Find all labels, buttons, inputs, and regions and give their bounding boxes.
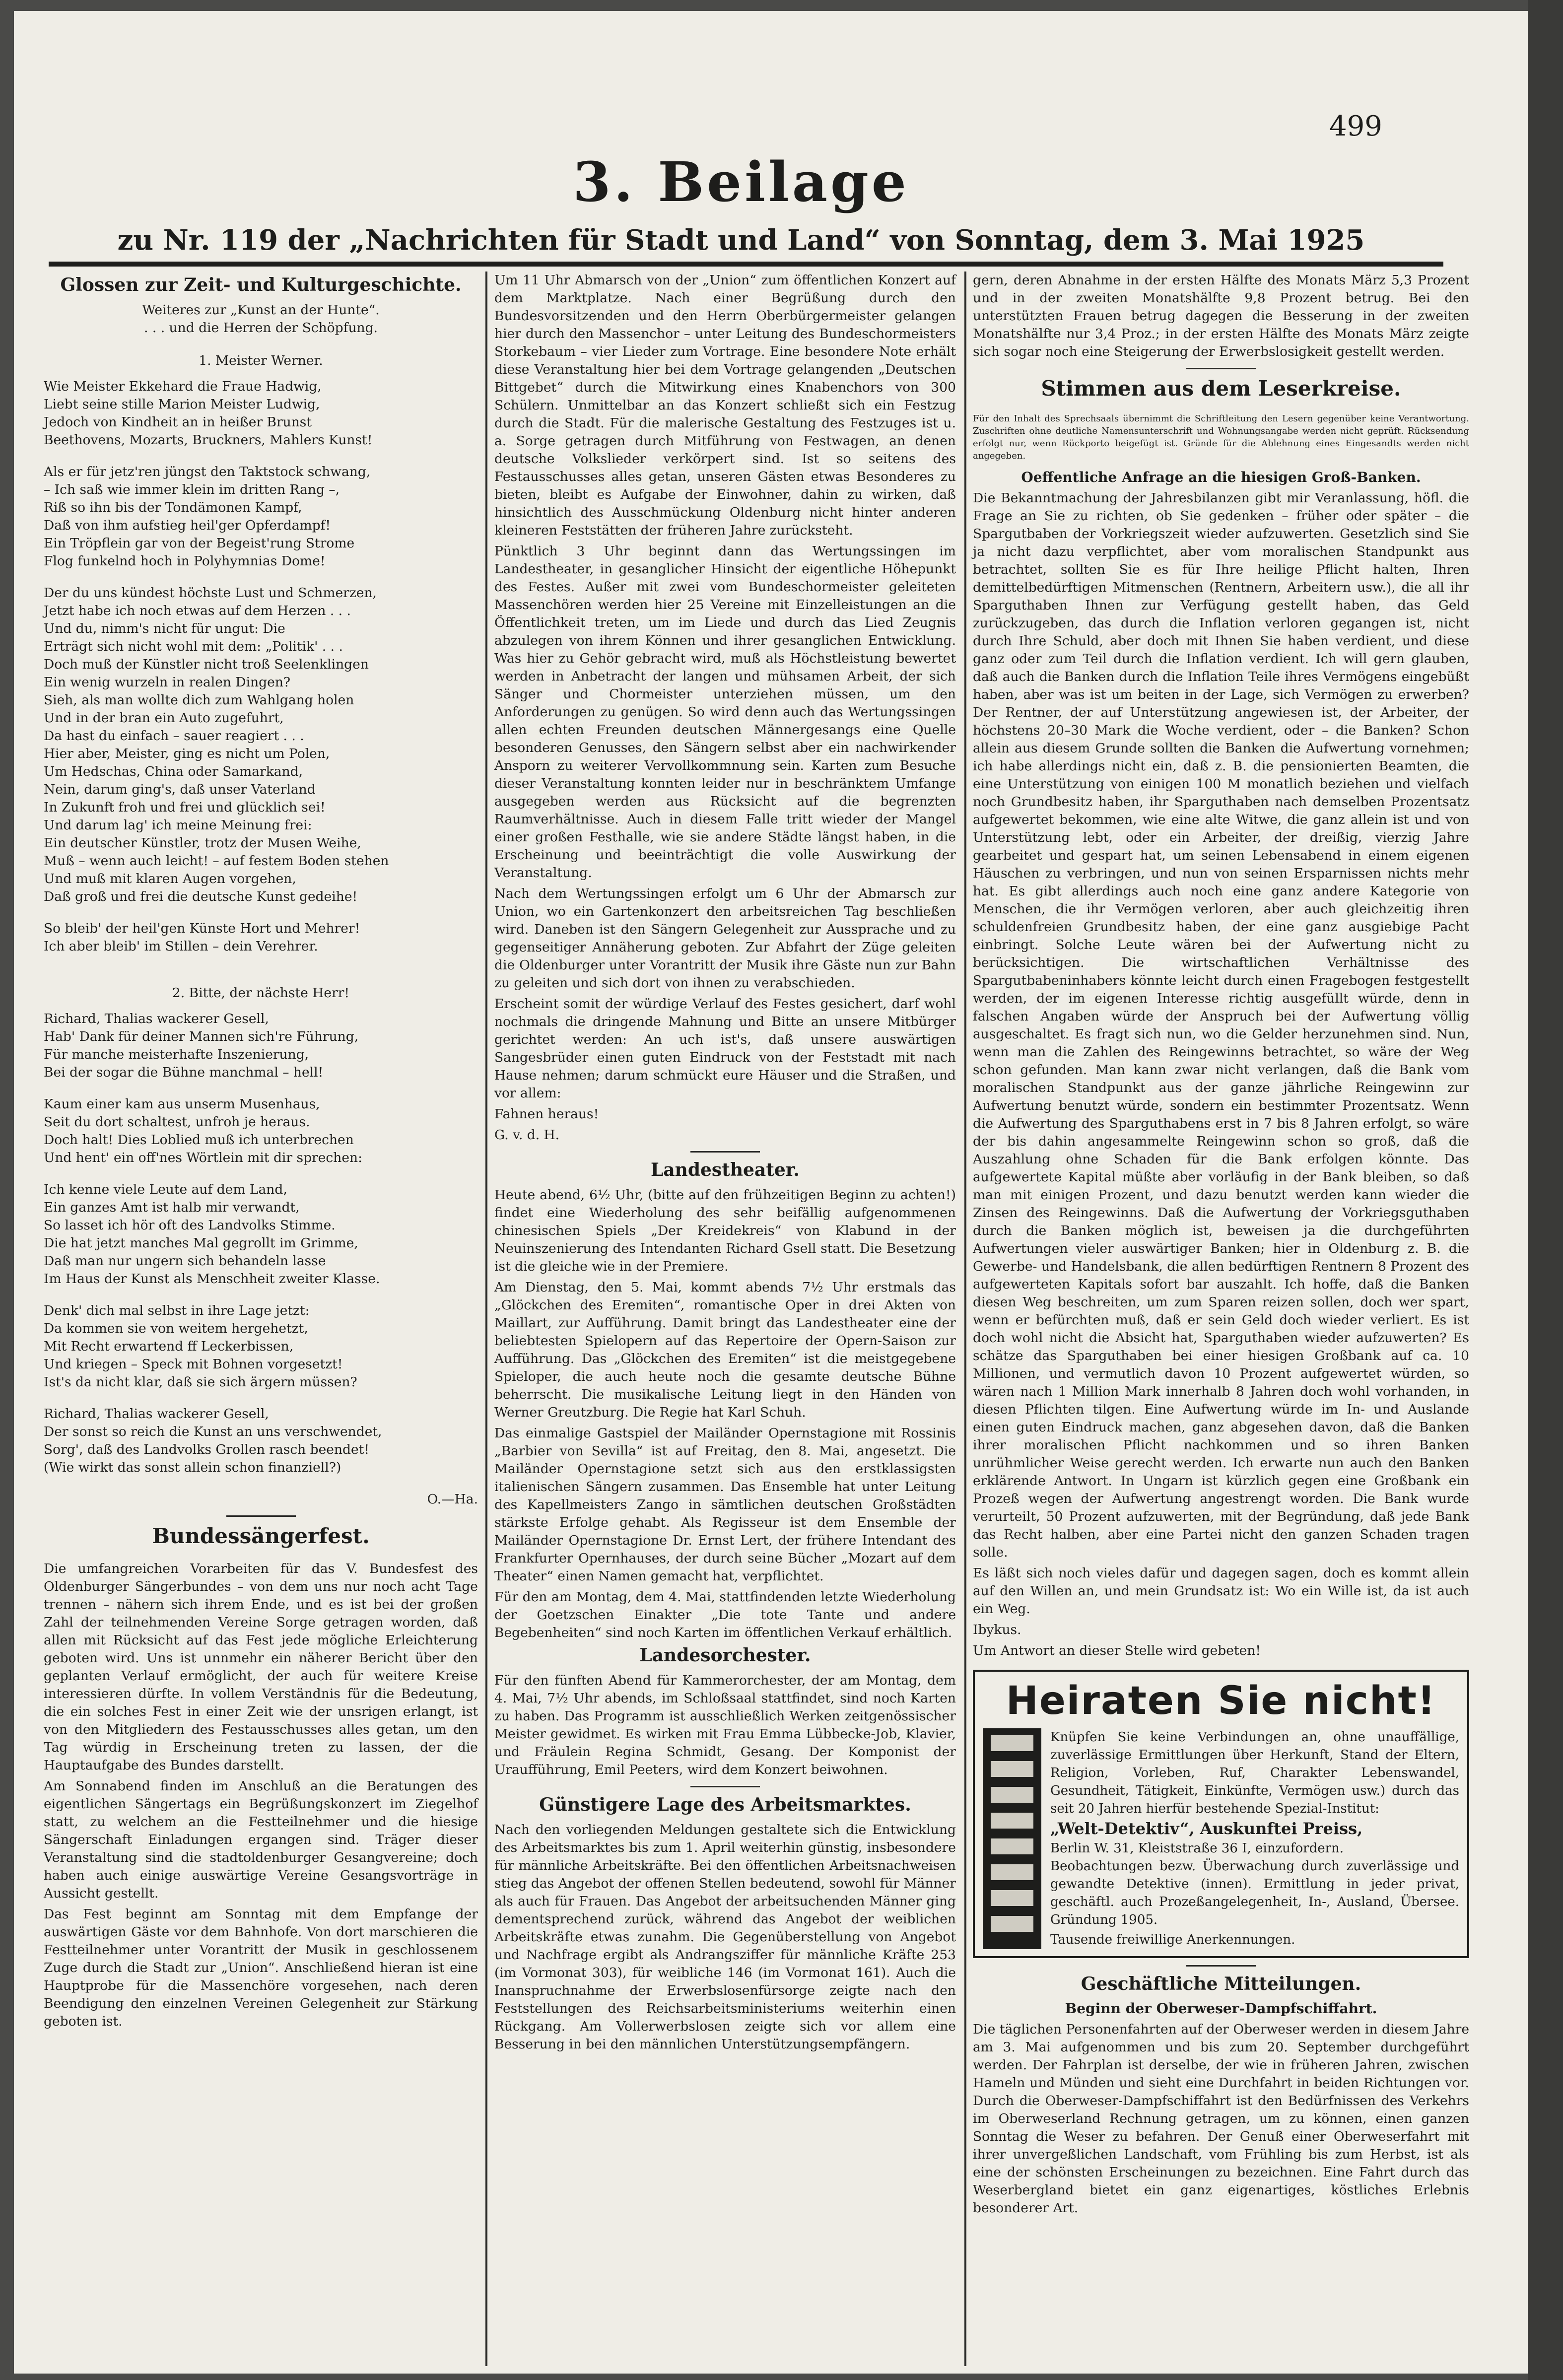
issue-line: zu Nr. 119 der „Nachrichten für Stadt und Land“ von Sonntag, dem 3. Mai 1925 <box>117 224 1365 257</box>
separator <box>690 1786 760 1787</box>
supplement-title: 3. Beilage <box>573 150 909 214</box>
poem-part-2 <box>44 1010 478 1491</box>
column-1 <box>44 272 478 2034</box>
advertisement <box>973 1670 1469 1958</box>
article-heading: Stimmen aus dem Leserkreise. <box>1041 376 1401 401</box>
poem-line: (Wie wirkt das sonst allein schon finanziell?) <box>44 1460 341 1475</box>
paragraph: Am Dienstag, den 5. Mai, kommt abends 7½ Uhr erstmals das „Glöckchen des Eremiten“, romantische Oper in drei Akten von Maillart, zur Aufführung. Damit bringt das Landestheater eine der beliebtesten Spielopern auf das Repertoire der Opern-Saison zur Aufführung. Das „Glöckchen des Eremiten“ ist die meistgegebene Spieloper, die auch heute noch die gesamte deutsche Bühne beherrscht. Die musikalische Leitung liegt in den Händen von Werner Greutzburg. Die Regie hat Karl Schuh. <box>494 1280 956 1420</box>
poem-line: Mit Recht erwartend ff Leckerbissen, <box>44 1339 294 1354</box>
article-subheading: Beginn der Oberweser-Dampfschiffahrt. <box>1065 2000 1377 2017</box>
poem-line: Der du uns kündest höchste Lust und Schmerzen, <box>44 585 377 601</box>
masthead-rule <box>49 262 1443 267</box>
column-divider <box>964 272 966 2366</box>
poem-line: Doch muß der Künstler nicht troß Seelenklingen <box>44 657 369 672</box>
poem-line: Ein deutscher Künstler, trotz der Musen Weihe, <box>44 835 361 851</box>
article-heading: Landestheater. <box>651 1159 800 1180</box>
ad-headline: Heiraten Sie nicht! <box>1006 1679 1436 1723</box>
poem-line: Und in der bran ein Auto zugefuhrt, <box>44 710 284 726</box>
poem-line: Der sonst so reich die Kunst an uns verschwendet, <box>44 1424 382 1439</box>
filmstrip-graphic <box>983 1728 1041 1949</box>
poem-line: Erträgt sich nicht wohl mit dem: „Politik' . . . <box>44 639 343 654</box>
article-heading: Landesorchester. <box>639 1645 811 1666</box>
paragraph: Die täglichen Personenfahrten auf der Oberweser werden in diesem Jahre am 3. Mai aufgenommen und bis zum 20. September durchgeführt werden. Der Fahrplan ist derselbe, der wie in früheren Jahren, zwischen Hameln und Münden und sieht eine Durchfahrt in beiden Richtungen vor. Durch die Oberweser-Dampfschiffahrt ist den Bedürfnissen des Verkehrs im Oberweserland Rechnung getragen, um zu können, einen ganzen Sonntag die Weser zu befahren. Der Genuß einer Oberweserfahrt mit ihrer unvergeßlichen Landschaft, vom Frühling bis zum Herbst, ist als eine der schönsten Erscheinungen zu bezeichnen. Eine Fahrt durch das Weserbergland bietet ein ganz eigenartiges, köstliches Erlebnis besonderer Art. <box>973 2022 1469 2216</box>
poem-line: Ein ganzes Amt ist halb mir verwandt, <box>44 1200 300 1215</box>
poem-line: Und hent' ein off'nes Wörtlein mit dir sprechen: <box>44 1150 362 1165</box>
poem-line: Ich aber bleib' im Stillen – dein Verehrer. <box>44 939 318 954</box>
column-3 <box>973 272 1469 2220</box>
poem-line: Flog funkelnd hoch in Polyhymnias Dome! <box>44 553 326 569</box>
poem-line: Die hat jetzt manches Mal gegrollt im Grimme, <box>44 1235 358 1251</box>
separator <box>1186 1965 1256 1967</box>
paragraph: Um Antwort an dieser Stelle wird gebeten! <box>973 1643 1261 1658</box>
poem-line: Richard, Thalias wackerer Gesell, <box>44 1406 269 1422</box>
poem-part-title: 1. Meister Werner. <box>199 353 323 368</box>
poem-part-1 <box>44 378 478 969</box>
poem-line: Als er für jetz'ren jüngst den Taktstock schwang, <box>44 464 371 479</box>
ad-text: Tausende freiwillige Anerkennungen. <box>1050 1932 1295 1947</box>
paragraph: Für den am Montag, dem 4. Mai, stattfindenden letzte Wiederholung der Goetzschen Einakter „Die tote Tante und andere Begebenheiten“ sind noch Karten im öffentlichen Verkauf erhältlich. <box>494 1589 956 1640</box>
paragraph: gern, deren Abnahme in der ersten Hälfte des Monats März 5,3 Prozent und in der zweiten Monatshälfte 9,8 Prozent betrug. Bei den unterstützten Frauen betrug dagegen die Besserung in der zweiten Monatshälfte nur 3,4 Proz.; in der ersten Hälfte des Monats März zeigte sich sogar noch eine Steigerung der Erwerbslosigkeit gestellt werden. <box>973 272 1469 359</box>
poem-line: Doch halt! Dies Loblied muß ich unterbrechen <box>44 1132 354 1148</box>
poem-line: Im Haus der Kunst als Menschheit zweiter Klasse. <box>44 1271 380 1287</box>
poem-line: So lasset ich hör oft des Landvolks Stimme. <box>44 1218 336 1233</box>
intro-line: . . . und die Herren der Schöpfung. <box>144 320 378 336</box>
poem-line: Liebt seine stille Marion Meister Ludwig, <box>44 397 320 412</box>
poem-line: Für manche meisterhafte Inszenierung, <box>44 1047 309 1062</box>
poem-line: Jedoch von Kindheit an in heißer Brunst <box>44 414 312 430</box>
poem-line: Und du, nimm's nicht für ungut: Die <box>44 621 285 636</box>
masthead <box>44 150 1438 257</box>
article-heading: Geschäftliche Mitteilungen. <box>1081 1973 1361 1994</box>
intro-line: Weiteres zur „Kunst an der Hunte“. <box>142 302 380 318</box>
poem-line: Beethovens, Mozarts, Bruckners, Mahlers Kunst! <box>44 432 373 448</box>
paragraph: Die umfangreichen Vorarbeiten für das V. Bundesfest des Oldenburger Sängerbundes – von dem uns nur noch acht Tage trennen – nähern sich ihrem Ende, und es ist bei der großen Zahl der teilnehmenden Vereine Sorge getragen worden, daß allen mit Rücksicht auf das Fest jede mögliche Erleichterung geboten wird. Uns ist unnmehr ein näherer Bericht über den geplanten Verlauf ermöglicht, der auch für weitere Kreise interessieren dürfte. In vollem Verständnis für die Bedeutung, die ein solches Fest in einer Zeit wie der unsrigen erlangt, ist von den Mitgliedern des Festausschusses alles getan, um den Tag würdig in Erscheinung treten zu lassen, der die Hauptaufgabe des Bundes darstellt. <box>44 1561 478 1773</box>
poem-line: Kaum einer kam aus unserm Musenhaus, <box>44 1096 320 1112</box>
paragraph: Erscheint somit der würdige Verlauf des Festes gesichert, darf wohl nochmals die dringende Mahnung und Bitte an unsere Mitbürger gerichtet werden: An uch ist's, daß unsere auswärtigen Sangesbrüder einen guten Eindruck von der Feststadt mit nach Hause nehmen; darum schmückt eure Häuser und die Straßen, und vor allem: <box>494 996 956 1101</box>
paragraph: Das einmalige Gastspiel der Mailänder Opernstagione mit Rossinis „Barbier von Sevilla“ ist auf Freitag, den 8. Mai, angesetzt. Die Mailänder Opernstagione setzt sich aus den erstklassigsten italienischen Sängern zusammen. Das Ensemble hat unter Leitung des Kapellmeisters Zango in sämtlichen deutschen Großstädten stärkste Erfolge gehabt. Als Regisseur ist dem Ensemble der Mailänder Opernstagione Dr. Ernst Lert, der frühere Intendant des Frankfurter Opernhauses, der durch seine Bücher „Mozart auf dem Theater“ einen Namen gemacht hat, verpflichtet. <box>494 1426 956 1584</box>
separator <box>1186 368 1256 369</box>
newspaper-page <box>14 11 1528 2374</box>
scan-edge <box>1528 0 1563 2380</box>
poem-line: Daß von ihm aufstieg heil'ger Opferdampf! <box>44 518 331 533</box>
ad-text: Knüpfen Sie keine Verbindungen an, ohne unauffällige, zuverlässige Ermittlungen über Herkunft, Stand der Eltern, Religion, Vorleben, Ruf, Charakter Lebenswandel, Gesundheit, Tätigkeit, Einkünfte, Vermögen usw.) durch das seit 20 Jahren hierfür bestehende Spezial-Institut: <box>1050 1730 1459 1816</box>
poem-line: Richard, Thalias wackerer Gesell, <box>44 1011 269 1026</box>
paragraph: Heute abend, 6½ Uhr, (bitte auf den frühzeitigen Beginn zu achten!) findet eine Wiederholung des sehr beifällig aufgenommenen chinesischen Spiels „Der Kreidekreis“ von Klabund in der Neuinszenierung des Intendanten Richard Gsell statt. Die Besetzung ist die gleiche wie in der Premiere. <box>494 1187 956 1274</box>
column-2 <box>494 272 956 2056</box>
page-number: 499 <box>1329 110 1382 142</box>
poem-line: In Zukunft froh und frei und glücklich sei! <box>44 800 326 815</box>
poem-line: Denk' dich mal selbst in ihre Lage jetzt: <box>44 1303 310 1318</box>
poem-line: Bei der sogar die Bühne manchmal – hell! <box>44 1065 324 1080</box>
article-heading: Bundessängerfest. <box>152 1524 370 1548</box>
poem-line: Ich kenne viele Leute auf dem Land, <box>44 1182 287 1197</box>
editorial-note: Für den Inhalt des Sprechsaals übernimmt die Schriftleitung den Lesern gegenüber keine Verantwortung. Zuschriften ohne deutliche Namensunterschrift und Wohnungsangabe werden nicht geprüft. Rücksendung erfolgt nur, wenn Rückporto beigefügt ist. Gründe für die Ablehnung eines Eingesandts werden nicht angegeben. <box>973 413 1469 461</box>
poem-part-title: 2. Bitte, der nächste Herr! <box>172 985 350 1001</box>
poem-line: Sorg', daß des Landvolks Grollen rasch beendet! <box>44 1442 369 1457</box>
paragraph: Um 11 Uhr Abmarsch von der „Union“ zum öffentlichen Konzert auf dem Marktplatze. Nach einer Begrüßung durch den Bundesvorsitzenden und den Herrn Oberbürgermeister gelangen hier durch den Massenchor – unter Leitung des Bundeschormeisters Storkebaum – vier Lieder zum Vortrage. Eine besondere Note erhält diese Veranstaltung hier bei dem Vortrage gelangenden „Deutschen Bittgebet“ durch die Mitwirkung eines Knabenchors von 300 Schülern. Unmittelbar an das Konzert schließt sich ein Festzug durch die Stadt. Für die malerische Gestaltung des Festzuges ist u. a. Sorge getragen durch Mitführung von Festwagen, an denen deutsche Volkslieder verkörpert sind. Ist so seitens des Festausschusses alles getan, unseren Gästen etwas Besonderes zu bieten, bleibt es Aufgabe der Einwohner, dahin zu wirken, daß hinsichtlich des Ausschmückung Oldenburg nicht hinter anderen kleineren Feststätten der früheren Jahre zurücksteht. <box>494 272 956 538</box>
poem-line: Ist's da nicht klar, daß sie sich ärgern müssen? <box>44 1374 357 1390</box>
ad-firm-name: „Welt-Detektiv“, Auskunftei Preiss, <box>1050 1819 1363 1838</box>
poem-line: Seit du dort schaltest, unfroh je heraus. <box>44 1114 310 1130</box>
paragraph: Nach dem Wertungssingen erfolgt um 6 Uhr der Abmarsch zur Union, wo ein Gartenkonzert den arbeitsreichen Tag beschließen wird. Daneben ist den Sängern Gelegenheit zur Aussprache und zu gegenseitiger Annäherung geboten. Zur Abfahrt der Züge geleiten die Oldenburger unter Vorantritt der Musik ihre Gäste nun zur Bahn zu geleiten und sich dort von ihnen zu verabschieden. <box>494 886 956 991</box>
poem-line: Hier aber, Meister, ging es nicht um Polen, <box>44 746 330 761</box>
article-heading: Günstigere Lage des Arbeitsmarktes. <box>539 1794 911 1815</box>
poem-line: Sieh, als man wollte dich zum Wahlgang holen <box>44 692 354 708</box>
letter-title: Oeffentliche Anfrage an die hiesigen Groß-Banken. <box>1021 469 1421 485</box>
paragraph: Das Fest beginnt am Sonntag mit dem Empfange der auswärtigen Gäste vor dem Bahnhofe. Von dort marschieren die Festteilnehmer unter Vorantritt der Musik in geschlossenem Zuge durch die Stadt zur „Union“. Anschließend hieran ist eine Hauptprobe für die Massenchöre vorgesehen, nach deren Beendigung den einzelnen Vereinen Gelegenheit zur Stärkung geboten ist. <box>44 1906 478 2029</box>
poem-line: Daß man nur ungern sich behandeln lasse <box>44 1253 326 1269</box>
separator <box>690 1151 760 1153</box>
poem-line: Ein wenig wurzeln in realen Dingen? <box>44 675 291 690</box>
poem-line: Nein, darum ging's, daß unser Vaterland <box>44 782 316 797</box>
poem-line: Da kommen sie von weitem hergehetzt, <box>44 1321 308 1336</box>
paragraph: Am Sonnabend finden im Anschluß an die Beratungen des eigentlichen Sängertags ein Begrüßungskonzert im Ziegelhof statt, zu welchem an die Festteilnehmer und die hiesige Sängerschaft Einladungen ergangen sind. Träger dieser Veranstaltung sind die stadtoldenburger Gesangvereine; doch haben auch einige auswärtige Vereine Gesangsvorträge in Aussicht gestellt. <box>44 1778 478 1901</box>
paragraph: Für den fünften Abend für Kammerorchester, der am Montag, dem 4. Mai, 7½ Uhr abends, im Schloßsaal stattfindet, sind noch Karten zu haben. Das Programm ist ausschließlich Werken zeitgenössischer Meister gewidmet. Es wirken mit Frau Emma Lübbecke-Job, Klavier, und Fräulein Regina Schmidt, Gesang. Der Komponist der Uraufführung, Emil Peeters, wird dem Konzert beiwohnen. <box>494 1673 956 1777</box>
signature: G. v. d. H. <box>494 1127 560 1143</box>
poem-line: Und kriegen – Speck mit Bohnen vorgesetzt! <box>44 1357 343 1372</box>
poem-line: Daß groß und frei die deutsche Kunst gedeihe! <box>44 889 358 904</box>
paragraph: Nach den vorliegenden Meldungen gestaltete sich die Entwicklung des Arbeitsmarktes bis zum 1. April weiterhin günstig, insbesondere für männliche Arbeitskräfte. Bei den öffentlichen Arbeitsnachweisen stieg das Angebot der offenen Stellen bedeutend, sowohl für Männer als auch für Frauen. Das Angebot der arbeitsuchenden Männer ging dementsprechend zurück, während das Angebot der weiblichen Arbeitskräfte etwas zunahm. Die Gegenüberstellung von Angebot und Nachfrage ergibt als Andrangsziffer für männliche Kräfte 253 (im Vormonat 303), für weibliche 146 (im Vormonat 161). Auch die Inanspruchnahme der Erwerbslosenfürsorge zeigte nach den Feststellungen des Reichsarbeitsministeriums weiterhin einen Rückgang. Am Vollerwerbslosen zeigte sich vor allem eine Besserung in bei den männlichen Unterstützungsempfängern. <box>494 1822 956 2052</box>
poem-line: – Ich saß wie immer klein im dritten Rang –, <box>44 482 340 497</box>
poem-line: So bleib' der heil'gen Künste Hort und Mehrer! <box>44 921 360 936</box>
poem-line: Jetzt habe ich noch etwas auf dem Herzen . . . <box>44 603 351 618</box>
poem-line: Und darum lag' ich meine Meinung frei: <box>44 817 312 833</box>
poem-line: Ein Tröpflein gar von der Begeist'rung Strome <box>44 536 355 551</box>
signature: O.—Ha. <box>427 1492 478 1507</box>
paragraph: Pünktlich 3 Uhr beginnt dann das Wertungssingen im Landestheater, in gesanglicher Hinsicht der eigentliche Höhepunkt des Festes. Außer mit zwei vom Bundeschormeister geleiteten Massenchören werden hier 25 Vereine mit Einzelleistungen an die Öffentlichkeit treten, um im Liede und durch das Lied Zeugnis abzulegen von ihrem Können und ihrer gesanglichen Entwicklung. Was hier zu Gehör gebracht wird, muß als Höchstleistung bewertet werden in Anbetracht der langen und mühsamen Arbeit, der sich Sänger und Chormeister unterziehen müssen, um den Anforderungen zu genügen. So wird denn auch das Wertungssingen allen echten Freunden deutschen Männergesangs eine Quelle besonderen Genusses, den Sängern selbst aber ein nachwirkender Ansporn zu weiterer Vervollkommnung sein. Karten zum Besuche dieser Veranstaltung konnten leider nur in beschränktem Umfange ausgegeben werden aus Rücksicht auf die begrenzten Raumverhältnisse. Auch in diesem Falle tritt wieder der Mangel einer großen Festhalle, wie sie andere Städte längst haben, in die Erscheinung und beeinträchtigt die volle Auswirkung der Veranstaltung. <box>494 544 956 881</box>
poem-line: Muß – wenn auch leicht! – auf festem Boden stehen <box>44 853 389 869</box>
ad-address: Berlin W. 31, Kleiststraße 36 I, einzufordern. <box>1050 1841 1344 1856</box>
article-heading: Glossen zur Zeit- und Kulturgeschichte. <box>60 274 462 295</box>
poem-line: Wie Meister Ekkehard die Fraue Hadwig, <box>44 379 322 394</box>
column-divider <box>485 272 487 2366</box>
paragraph: Die Bekanntmachung der Jahresbilanzen gibt mir Veranlassung, höfl. die Frage an Sie zu richten, ob Sie gedenken – früher oder später – die Spargutbaben der Vorkriegszeit wieder aufzuwerten. Gesetzlich sind Sie ja nicht dazu verpflichtet, aber vom moralischen Standpunkt aus betrachtet, sollten Sie es für Ihre heilige Pflicht halten, Ihren demittelbedürftigen Mitmenschen (Rentnern, Arbeitern usw.), die all ihr Sparguthaben Ihnen zur Verfügung gestellt haben, das Geld zurückzugeben, das durch die Inflation verloren gegangen ist, nicht durch Ihre Schuld, aber doch mit Ihnen Sie haben verdient, und diese ganz oder zum Teil durch die Inflation verdient. Ich will gern glauben, daß auch die Banken durch die Inflation Teile ihres Vermögens eingebüßt haben, aber was ist um beiten in der Lage, sich Vermögen zu erwerben? Der Rentner, der auf Unterstützung angewiesen ist, der Arbeiter, der höchstens 20–30 Mark die Woche verdient, oder – die Banken? Schon allein aus diesem Grunde sollten die Banken die Aufwertung vornehmen; ich habe allerdings nicht ein, daß z. B. die pensionierten Beamten, die eine Unterstützung von einigen 100 M monatlich beziehen und vielfach noch Grundbesitz haben, ihr Sparguthaben nach demselben Prozentsatz aufgewertet bekommen, wie eine alte Witwe, die ganz allein ist und von Unterstützung lebt, oder ein Arbeiter, der dreißig, vierzig Jahre gearbeitet und gespart hat, um seinen Lebensabend in einem eigenen Häuschen zu verbringen, und nun von seinen Ersparnissen nichts mehr hat. Es gibt allerdings auch noch eine ganz andere Kategorie von Menschen, die ihr Vermögen verloren, aber auch gleichzeitig ihren schuldenfreien Grundbesitz haben, der eine ganz ausgiebige Pacht einbringt. Solche Leute wären bei der Aufwertung nicht zu berücksichtigen. Die wirtschaftlichen Verhältnisse des Spargutbabeninhabers könnte leicht durch einen Fragebogen festgestellt werden, der im eigenen Interesse richtig ausgefüllt würde, denn in falschen Angaben würde der Anspruch bei der Aufwertung völlig ausgeschaltet. Es fragt sich nun, wo die Gelder herzunehmen sind. Nun, wenn man die Zahlen des Reingewinns betrachtet, so wäre der Weg schon gefunden. Man kann zwar nicht verlangen, daß die Bank vom moralischen Standpunkt aus der ganze jährliche Reingewinn zur Aufwertung benutzt würde, sondern ein bestimmter Prozentsatz. Wenn die Aufwertung des Sparguthabens erst in 7 bis 8 Jahren erfolgt, so wäre der bis dahin angesammelte Reingewinn schon so groß, daß die Auszahlung ohne Schaden für die Bank erfolgen könnte. Das aufgewertete Kapital müßte aber vorläufig in der Bank bleiben, so daß man mit einigen Prozent, und dazu benutzt werden kann wieder die Zinsen des Reingewinns. Daß die Aufwertung der Vorkriegsguthaben durch die Banken möglich ist, beweisen ja die durchgeführten Aufwertungen vieler auswärtiger Banken; hier in Oldenburg z. B. die Gewerbe- und Handelsbank, die allen bedürftigen Rentnern 8 Prozent des aufgewerteten Kapitals sofort bar auszahlt. Ich hoffe, daß die Banken diesen Weg beschreiten, um zum Sparen reizen sollen, doch wer spart, wenn er befürchten muß, daß er sein Geld doch wieder verliert. Es ist doch wohl nicht die Absicht hat, Sparguthaben wieder aufzuwerten? Es schätze das Sparguthaben bei einer hiesigen Großbank auf ca. 10 Millionen, und vermutlich davon 10 Prozent aufgewertet würden, so wären nach 1 Million Mark innerhalb 8 Jahren doch wohl vorhanden, in diesen Pflichten tilgen. Eine Aufwertung würde im In- und Auslande einen guten Eindruck machen, ganz abgesehen davon, daß die Banken ihrer moralischen Pflicht nachkommen und so ihren Banken unrühmlicher Weise gerecht werden. Ich erwarte nun auch den Banken erklärende Antwort. In Ungarn ist kürzlich gegen eine Großbank ein Prozeß wegen der Aufwertung angestrengt worden. Die Bank wurde verurteilt, 50 Prozent aufzuwerten, mit der Begründung, daß jede Bank das Recht halben, aber eine Partei nicht den ganzen Schaden tragen solle. <box>973 490 1469 1560</box>
slogan: Fahnen heraus! <box>494 1106 599 1122</box>
paragraph: Es läßt sich noch vieles dafür und dagegen sagen, doch es kommt allein auf den Willen an, und mein Grundsatz ist: Wo ein Wille ist, da ist auch ein Weg. <box>973 1565 1469 1617</box>
separator <box>226 1515 296 1517</box>
poem-line: Da hast du einfach – sauer reagiert . . . <box>44 728 304 744</box>
poem-line: Riß so ihn bis der Tondämonen Kampf, <box>44 500 302 515</box>
ad-text: Beobachtungen bezw. Überwachung durch zuverlässige und gewandte Detektive (innen). Ermittlung in jeder privat, geschäftl. auch Prozeßangelegenheit, In-, Ausland, Übersee. Gründung 1905. <box>1050 1859 1459 1927</box>
poem-line: Um Hedschas, China oder Samarkand, <box>44 764 303 779</box>
poem-line: Und muß mit klaren Augen vorgehen, <box>44 871 296 886</box>
poem-line: Hab' Dank für deiner Mannen sich're Führung, <box>44 1029 359 1044</box>
signature: Ibykus. <box>973 1622 1021 1637</box>
